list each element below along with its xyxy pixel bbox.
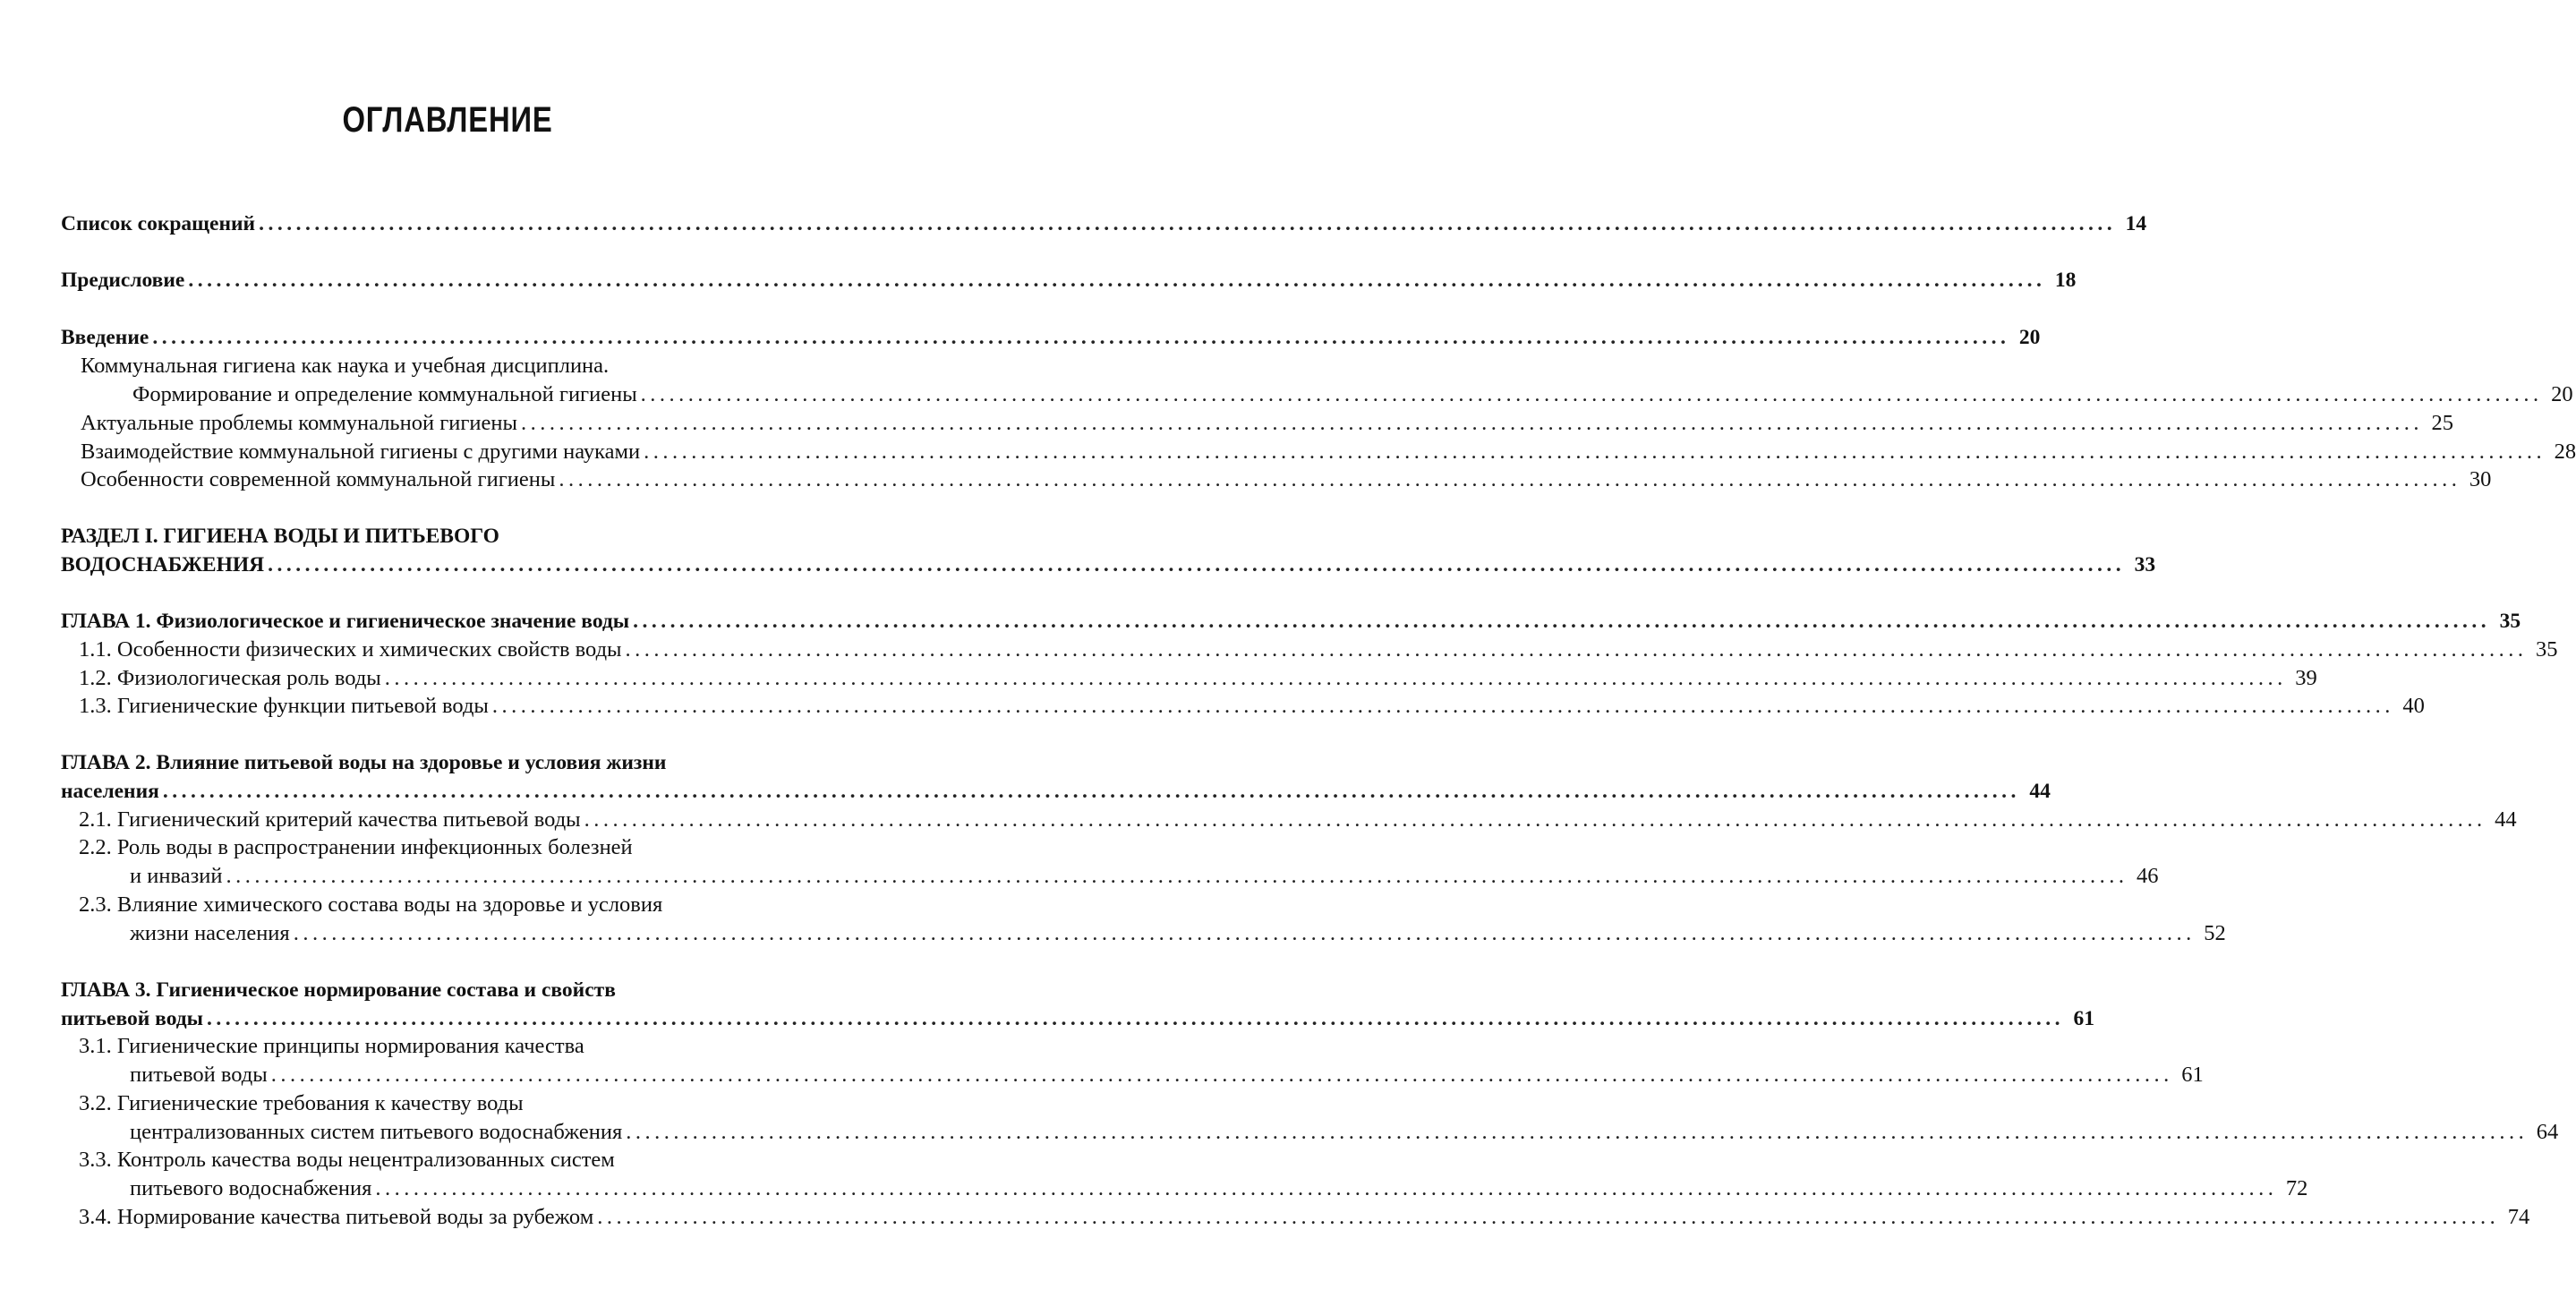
toc-entry-2-3-line2[interactable]: [130, 918, 2226, 949]
toc-chapter-title: населения: [61, 780, 159, 803]
leader-dots: ........................................................................................................................................................................................................: [207, 1007, 2065, 1030]
leader-dots: ........................................................................................................................................................................................................: [270, 1063, 2173, 1087]
toc-entry-title: Формирование и определение коммунальной гигиены: [132, 382, 637, 406]
toc-page-number: 33: [2134, 553, 2156, 576]
leader-dots: ........................................................................................................................................................................................................: [226, 864, 2128, 888]
toc-chapter-3-line1[interactable]: [61, 975, 616, 1005]
toc-chapter-3-line2[interactable]: [61, 1003, 2095, 1034]
toc-page-number: 44: [2029, 780, 2051, 803]
leader-dots: ........................................................................................................................................................................................................: [188, 269, 2046, 292]
toc-entry-abbreviations[interactable]: [61, 209, 2147, 239]
toc-chapter-2-line1[interactable]: [61, 747, 666, 778]
toc-entry-title: 3.2. Гигиенические требования к качеству воды: [79, 1091, 524, 1115]
toc-section-1-line2[interactable]: [61, 550, 2156, 580]
toc-entry-title: 1.3. Гигиенические функции питьевой воды: [79, 694, 489, 718]
leader-dots: ........................................................................................................................................................................................................: [259, 212, 2117, 235]
toc-page-number: 72: [2285, 1176, 2308, 1200]
toc-page-number: 20: [2551, 382, 2573, 406]
toc-entry-title: Особенности современной коммунальной гигиены: [81, 467, 556, 491]
toc-chapter-title: ГЛАВА 1. Физиологическое и гигиеническое значение воды: [61, 610, 630, 633]
toc-entry-title: жизни населения: [130, 921, 290, 945]
toc-entry-title: Список сокращений: [61, 212, 256, 235]
toc-entry-title: питьевого водоснабжения: [130, 1176, 372, 1200]
toc-entry-title: Коммунальная гигиена как наука и учебная дисциплина.: [81, 354, 610, 378]
toc-entry-title: Предисловие: [61, 269, 185, 292]
toc-section-title: РАЗДЕЛ I. ГИГИЕНА ВОДЫ И ПИТЬЕВОГО: [61, 525, 499, 548]
toc-entry-intro-3[interactable]: [81, 437, 2576, 467]
toc-entry-intro-1-line2[interactable]: [132, 380, 2573, 410]
toc-section-title: ВОДОСНАБЖЕНИЯ: [61, 553, 265, 576]
toc-entry-title: 2.1. Гигиенический критерий качества питьевой воды: [79, 807, 581, 832]
toc-entry-3-1-line2[interactable]: [130, 1060, 2204, 1090]
leader-dots: ........................................................................................................................................................................................................: [644, 440, 2546, 464]
leader-dots: ........................................................................................................................................................................................................: [626, 1120, 2529, 1144]
toc-entry-title: Взаимодействие коммунальной гигиены с другими науками: [81, 440, 641, 464]
leader-dots: ........................................................................................................................................................................................................: [625, 637, 2528, 662]
toc-entry-3-4[interactable]: [79, 1202, 2530, 1233]
leader-dots: ........................................................................................................................................................................................................: [640, 382, 2543, 406]
leader-dots: ........................................................................................................................................................................................................: [375, 1176, 2278, 1200]
toc-page-number: 18: [2054, 269, 2077, 292]
toc-entry-title: 1.2. Физиологическая роль воды: [79, 666, 381, 690]
toc-entry-title: 3.1. Гигиенические принципы нормирования качества: [79, 1034, 584, 1058]
toc-entry-2-3-line1[interactable]: [79, 890, 662, 920]
toc-entry-title: питьевой воды: [130, 1063, 268, 1087]
toc-page-number: 40: [2402, 694, 2425, 718]
toc-entry-title: 1.1. Особенности физических и химических свойств воды: [79, 637, 622, 662]
toc-entry-title: Введение: [61, 326, 149, 349]
toc-entry-1-1[interactable]: [79, 635, 2558, 665]
toc-page-number: 64: [2536, 1120, 2559, 1144]
toc-page-number: 39: [2295, 666, 2317, 690]
leader-dots: ........................................................................................................................................................................................................: [559, 467, 2461, 491]
toc-page-number: 61: [2181, 1063, 2204, 1087]
leader-dots: ........................................................................................................................................................................................................: [293, 921, 2196, 945]
toc-entry-title: и инвазий: [130, 864, 223, 888]
leader-dots: ........................................................................................................................................................................................................: [491, 694, 2394, 718]
leader-dots: ........................................................................................................................................................................................................: [384, 666, 2287, 690]
toc-entry-2-2-line1[interactable]: [79, 833, 633, 863]
toc-entry-intro-2[interactable]: [81, 408, 2453, 439]
toc-entry-3-2-line2[interactable]: [130, 1117, 2559, 1148]
toc-entry-3-1-line1[interactable]: [79, 1031, 584, 1062]
leader-dots: ........................................................................................................................................................................................................: [633, 610, 2491, 633]
toc-entry-title: 2.2. Роль воды в распространении инфекционных болезней: [79, 835, 633, 859]
toc-entry-2-2-line2[interactable]: [130, 861, 2159, 892]
toc-chapter-2-line2[interactable]: [61, 776, 2051, 807]
toc-page-number: 28: [2554, 440, 2576, 464]
toc-entry-3-3-line1[interactable]: [79, 1145, 615, 1175]
toc-entry-title: Актуальные проблемы коммунальной гигиены: [81, 411, 517, 435]
toc-page-number: 35: [2499, 610, 2521, 633]
toc-page-number: 52: [2204, 921, 2226, 945]
toc-page-number: 20: [2018, 326, 2041, 349]
leader-dots: ........................................................................................................................................................................................................: [162, 780, 2020, 803]
toc-entry-title: централизованных систем питьевого водоснабжения: [130, 1120, 623, 1144]
toc-page-number: 61: [2073, 1007, 2095, 1030]
toc-page-number: 14: [2125, 212, 2147, 235]
leader-dots: ........................................................................................................................................................................................................: [152, 326, 2010, 349]
toc-entry-3-2-line1[interactable]: [79, 1089, 524, 1119]
toc-entry-1-2[interactable]: [79, 663, 2317, 694]
toc-entry-title: 3.3. Контроль качества воды нецентрализованных систем: [79, 1148, 615, 1172]
toc-entry-title: 2.3. Влияние химического состава воды на здоровье и условия: [79, 892, 663, 917]
toc-entry-title: 3.4. Нормирование качества питьевой воды за рубежом: [79, 1205, 594, 1229]
leader-dots: ........................................................................................................................................................................................................: [268, 553, 2126, 576]
toc-entry-intro-4[interactable]: [81, 465, 2492, 495]
toc-page-number: 46: [2136, 864, 2159, 888]
leader-dots: ........................................................................................................................................................................................................: [597, 1205, 2500, 1229]
toc-chapter-1[interactable]: [61, 606, 2521, 636]
toc-page-number: 74: [2507, 1205, 2530, 1229]
toc-page-number: 35: [2536, 637, 2558, 662]
toc-entry-intro-1-line1[interactable]: [81, 351, 609, 381]
page-title: ОГЛАВЛЕНИЕ: [342, 100, 553, 140]
toc-chapter-title: ГЛАВА 3. Гигиеническое нормирование состава и свойств: [61, 978, 616, 1002]
toc-section-1-line1[interactable]: [61, 521, 499, 551]
toc-page-number: 30: [2469, 467, 2492, 491]
toc-page-number: 44: [2495, 807, 2517, 832]
toc-entry-1-3[interactable]: [79, 691, 2425, 722]
leader-dots: ........................................................................................................................................................................................................: [584, 807, 2486, 832]
toc-entry-preface[interactable]: [61, 265, 2077, 295]
toc-entry-introduction[interactable]: [61, 322, 2041, 353]
toc-entry-3-3-line2[interactable]: [130, 1174, 2308, 1204]
toc-chapter-title: ГЛАВА 2. Влияние питьевой воды на здоровье и условия жизни: [61, 751, 667, 774]
toc-page-number: 25: [2431, 411, 2453, 435]
toc-entry-2-1[interactable]: [79, 805, 2517, 835]
toc-chapter-title: питьевой воды: [61, 1007, 204, 1030]
leader-dots: ........................................................................................................................................................................................................: [520, 411, 2423, 435]
